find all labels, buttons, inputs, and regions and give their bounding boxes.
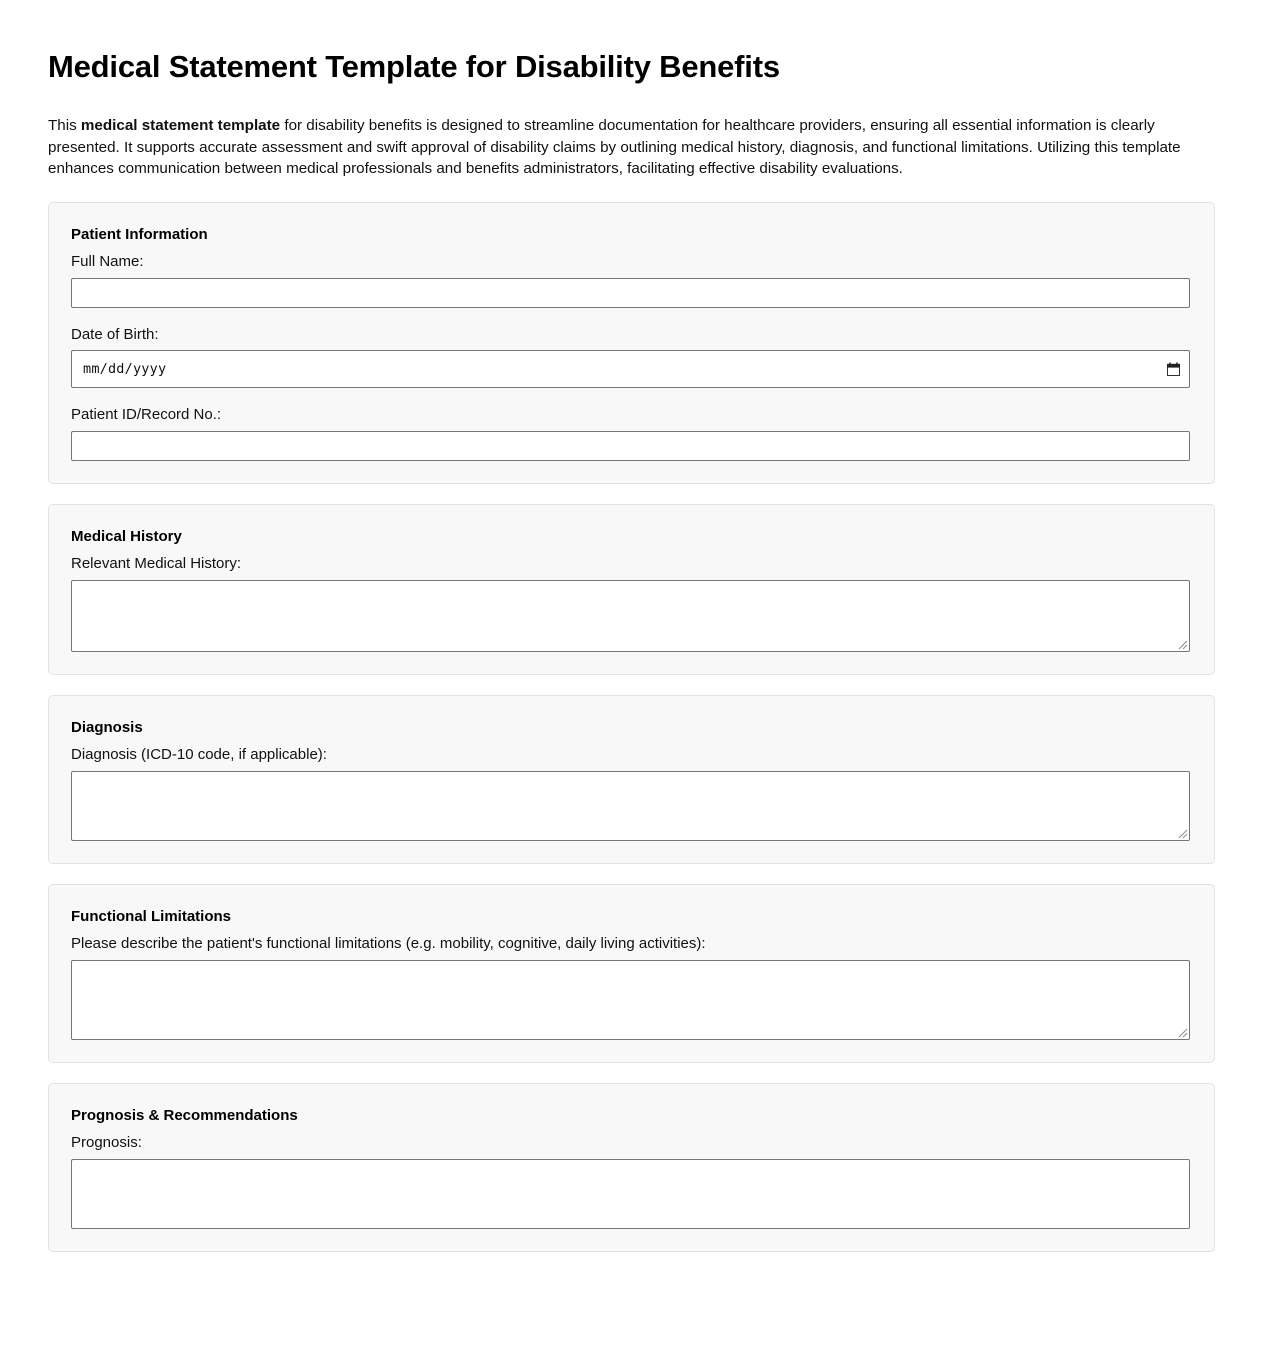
card-medical-history [48,504,1215,675]
heading-functional-limitations: Functional Limitations [71,907,231,925]
heading-patient-information: Patient Information [71,225,208,243]
label-patient-id: Patient ID/Record No.: [71,406,222,424]
field-prognosis [71,1133,1190,1229]
field-patient-id [71,405,1190,461]
full-name-input[interactable] [71,278,1190,308]
diagnosis-textarea[interactable] [71,771,1190,841]
label-diagnosis-code: Diagnosis (ICD-10 code, if applicable): [71,746,327,764]
card-diagnosis [48,695,1215,864]
resize-grip-icon[interactable] [1175,637,1188,650]
field-full-name [71,252,1190,308]
field-relevant-medical-history [71,554,1190,652]
field-functional-limitations [71,934,1190,1040]
intro-paragraph [48,85,1215,180]
intro-text-after: for disability benefits is designed to streamline documentation for healthcare providers, ensuring all essential information is clearly presented. It supports accurate assessment and swift approval of disability claims by outlining medical history, diagnosis, and functional limitations. Utilizing this template enhances communication between medical professionals and benefits administrators, facilitating effective disability evaluations. [48,117,1181,178]
card-functional-limitations [48,884,1215,1063]
label-relevant-medical-history: Relevant Medical History: [71,555,242,573]
intro-text-bold: medical statement template [80,117,281,135]
prognosis-textarea[interactable] [71,1159,1190,1229]
resize-grip-icon[interactable] [1175,1025,1188,1038]
heading-medical-history: Medical History [71,527,182,545]
functional-limitations-textarea[interactable] [71,960,1190,1040]
relevant-medical-history-textarea[interactable] [71,580,1190,652]
date-of-birth-input[interactable] [71,350,1190,388]
date-of-birth-placeholder: mm/dd/yyyy [83,361,167,378]
form-sections [48,180,1215,1252]
intro-text-before: This [48,117,81,135]
card-prognosis-recommendations [48,1083,1215,1252]
heading-diagnosis: Diagnosis [71,718,143,736]
field-date-of-birth [71,325,1190,389]
page-title: Medical Statement Template for Disability Benefits [48,49,780,84]
resize-grip-icon[interactable] [1175,826,1188,839]
patient-id-input[interactable] [71,431,1190,461]
calendar-icon[interactable] [1167,362,1180,376]
label-full-name: Full Name: [71,253,144,271]
card-patient-information [48,202,1215,484]
heading-prognosis-recommendations: Prognosis & Recommendations [71,1106,298,1124]
label-functional-limitations: Please describe the patient's functional limitations (e.g. mobility, cognitive, daily living activities): [71,935,706,953]
label-date-of-birth: Date of Birth: [71,325,159,343]
field-diagnosis-code [71,745,1190,841]
label-prognosis: Prognosis: [71,1134,142,1152]
